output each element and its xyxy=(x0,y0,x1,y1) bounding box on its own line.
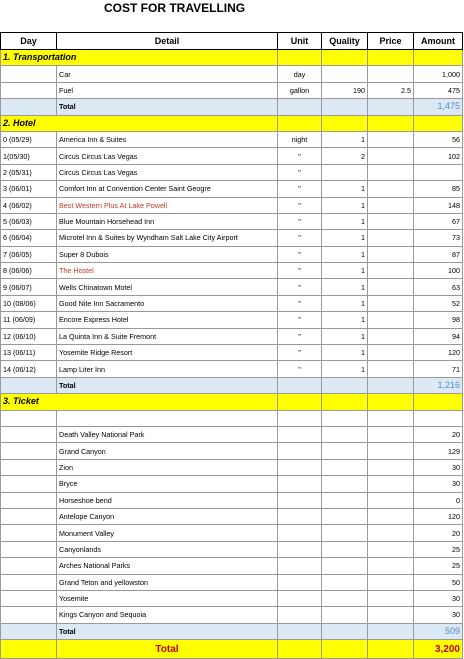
total-row-ticket xyxy=(1,623,463,639)
section-empty-cell[interactable] xyxy=(414,394,463,410)
title-bar xyxy=(0,0,464,20)
detail-cell[interactable]: Best Western Plus At Lake Powell xyxy=(57,197,278,213)
total-label[interactable]: Total xyxy=(57,623,278,639)
amount-cell[interactable]: 30 xyxy=(414,476,463,492)
unit-cell[interactable] xyxy=(278,590,322,606)
price-cell[interactable] xyxy=(368,607,414,623)
total-quality-cell[interactable] xyxy=(322,99,368,115)
day-cell[interactable]: 8 (06/06) xyxy=(1,263,57,279)
total-amount[interactable]: 1,475 xyxy=(414,99,463,115)
detail-cell[interactable]: America Inn & Suites xyxy=(57,131,278,147)
amount-cell[interactable] xyxy=(414,164,463,180)
detail-cell[interactable]: La Quinta Inn & Suite Fremont xyxy=(57,328,278,344)
detail-cell[interactable]: Good Nite Inn Sacramento xyxy=(57,295,278,311)
detail-cell[interactable]: Yosemite xyxy=(57,590,278,606)
amount-cell[interactable]: 63 xyxy=(414,279,463,295)
quality-cell[interactable]: 1 xyxy=(322,197,368,213)
amount-cell[interactable]: 94 xyxy=(414,328,463,344)
total-day-cell[interactable] xyxy=(1,99,57,115)
total-price-cell[interactable] xyxy=(368,99,414,115)
amount-cell[interactable]: 87 xyxy=(414,246,463,262)
table-row xyxy=(1,492,463,508)
grand-total-price-cell[interactable] xyxy=(368,640,414,659)
section-empty-cell[interactable] xyxy=(368,394,414,410)
amount-cell[interactable]: 50 xyxy=(414,574,463,590)
unit-cell[interactable]: " xyxy=(278,197,322,213)
section-label[interactable]: 3. Ticket xyxy=(1,394,278,410)
quality-cell[interactable]: 1 xyxy=(322,345,368,361)
amount-cell[interactable] xyxy=(414,410,463,426)
day-cell[interactable] xyxy=(1,459,57,475)
day-cell[interactable]: 12 (06/10) xyxy=(1,328,57,344)
table-row xyxy=(1,312,463,328)
day-cell[interactable]: 2 (05/31) xyxy=(1,164,57,180)
unit-cell[interactable] xyxy=(278,525,322,541)
quality-cell[interactable]: 1 xyxy=(322,279,368,295)
day-cell[interactable]: 5 (06/03) xyxy=(1,213,57,229)
day-cell[interactable] xyxy=(1,443,57,459)
price-cell[interactable] xyxy=(368,345,414,361)
table-row xyxy=(1,558,463,574)
table-row xyxy=(1,164,463,180)
table-row xyxy=(1,131,463,147)
grand-total-row xyxy=(1,640,463,659)
day-cell[interactable]: 3 (06/01) xyxy=(1,181,57,197)
day-cell[interactable]: 10 (08/06) xyxy=(1,295,57,311)
table-row xyxy=(1,328,463,344)
amount-cell[interactable]: 52 xyxy=(414,295,463,311)
unit-cell[interactable]: " xyxy=(278,328,322,344)
price-cell[interactable] xyxy=(368,525,414,541)
section-row-transportation xyxy=(1,50,463,66)
unit-cell[interactable]: " xyxy=(278,361,322,377)
quality-cell[interactable] xyxy=(322,590,368,606)
quality-cell[interactable] xyxy=(322,525,368,541)
section-row-ticket xyxy=(1,394,463,410)
amount-cell[interactable]: 20 xyxy=(414,426,463,442)
quality-cell[interactable]: 1 xyxy=(322,230,368,246)
day-cell[interactable] xyxy=(1,426,57,442)
day-cell[interactable] xyxy=(1,508,57,524)
detail-cell[interactable]: Bryce xyxy=(57,476,278,492)
section-empty-cell[interactable] xyxy=(368,115,414,131)
table-row xyxy=(1,426,463,442)
detail-cell[interactable]: The Hostel xyxy=(57,263,278,279)
quality-cell[interactable]: 2 xyxy=(322,148,368,164)
quality-cell[interactable]: 190 xyxy=(322,82,368,98)
day-cell[interactable]: 1(05/30) xyxy=(1,148,57,164)
total-quality-cell[interactable] xyxy=(322,623,368,639)
section-empty-cell[interactable] xyxy=(278,50,322,66)
table-row xyxy=(1,82,463,98)
amount-cell[interactable]: 20 xyxy=(414,525,463,541)
total-amount[interactable]: 509 xyxy=(414,623,463,639)
quality-cell[interactable] xyxy=(322,459,368,475)
price-cell[interactable] xyxy=(368,328,414,344)
quality-cell[interactable] xyxy=(322,410,368,426)
unit-cell[interactable]: " xyxy=(278,164,322,180)
day-cell[interactable]: 9 (06/07) xyxy=(1,279,57,295)
table-row xyxy=(1,197,463,213)
quality-cell[interactable]: 1 xyxy=(322,295,368,311)
unit-cell[interactable] xyxy=(278,558,322,574)
day-cell[interactable]: 14 (06/12) xyxy=(1,361,57,377)
price-cell[interactable] xyxy=(368,213,414,229)
unit-cell[interactable]: " xyxy=(278,345,322,361)
total-day-cell[interactable] xyxy=(1,377,57,393)
table-row xyxy=(1,459,463,475)
detail-cell[interactable]: Antelope Canyon xyxy=(57,508,278,524)
quality-cell[interactable] xyxy=(322,164,368,180)
section-empty-cell[interactable] xyxy=(414,115,463,131)
detail-cell[interactable]: Encore Express Hotel xyxy=(57,312,278,328)
quality-cell[interactable] xyxy=(322,426,368,442)
quality-cell[interactable]: 1 xyxy=(322,181,368,197)
detail-cell[interactable]: Grand Teton and yellowston xyxy=(57,574,278,590)
price-cell[interactable] xyxy=(368,459,414,475)
quality-cell[interactable] xyxy=(322,574,368,590)
section-empty-cell[interactable] xyxy=(278,115,322,131)
table-row xyxy=(1,590,463,606)
amount-cell[interactable]: 100 xyxy=(414,263,463,279)
quality-cell[interactable]: 1 xyxy=(322,328,368,344)
amount-cell[interactable]: 73 xyxy=(414,230,463,246)
amount-cell[interactable]: 148 xyxy=(414,197,463,213)
price-cell[interactable] xyxy=(368,295,414,311)
unit-cell[interactable]: " xyxy=(278,213,322,229)
price-cell[interactable] xyxy=(368,181,414,197)
unit-cell[interactable] xyxy=(278,476,322,492)
unit-cell[interactable]: day xyxy=(278,66,322,82)
price-cell[interactable] xyxy=(368,476,414,492)
detail-cell[interactable]: Kings Canyon and Sequoia xyxy=(57,607,278,623)
unit-cell[interactable]: " xyxy=(278,148,322,164)
price-cell[interactable] xyxy=(368,410,414,426)
table-row xyxy=(1,345,463,361)
header-amount[interactable]: Amount xyxy=(414,33,463,50)
price-cell[interactable] xyxy=(368,312,414,328)
section-label[interactable]: 1. Transportation xyxy=(1,50,278,66)
quality-cell[interactable] xyxy=(322,508,368,524)
total-quality-cell[interactable] xyxy=(322,377,368,393)
cost-table xyxy=(0,32,463,659)
detail-cell[interactable]: Monument Valley xyxy=(57,525,278,541)
day-cell[interactable]: 6 (06/04) xyxy=(1,230,57,246)
detail-cell[interactable]: Microtel Inn & Suites by Wyndham Salt Lake City Airport xyxy=(57,230,278,246)
total-row-transportation xyxy=(1,99,463,115)
total-amount[interactable]: 1,216 xyxy=(414,377,463,393)
price-cell[interactable] xyxy=(368,574,414,590)
unit-cell[interactable] xyxy=(278,574,322,590)
price-cell[interactable] xyxy=(368,148,414,164)
section-empty-cell[interactable] xyxy=(278,394,322,410)
header-quality[interactable]: Quality xyxy=(322,33,368,50)
table-row xyxy=(1,541,463,557)
total-price-cell[interactable] xyxy=(368,377,414,393)
unit-cell[interactable]: " xyxy=(278,312,322,328)
grand-total-day-cell[interactable] xyxy=(1,640,57,659)
price-cell[interactable] xyxy=(368,443,414,459)
quality-cell[interactable]: 1 xyxy=(322,263,368,279)
unit-cell[interactable]: " xyxy=(278,263,322,279)
quality-cell[interactable] xyxy=(322,558,368,574)
price-cell[interactable] xyxy=(368,66,414,82)
detail-cell[interactable]: Canyonlands xyxy=(57,541,278,557)
section-empty-cell[interactable] xyxy=(414,50,463,66)
section-empty-cell[interactable] xyxy=(322,50,368,66)
total-unit-cell[interactable] xyxy=(278,99,322,115)
amount-cell[interactable]: 98 xyxy=(414,312,463,328)
price-cell[interactable] xyxy=(368,279,414,295)
table-row xyxy=(1,361,463,377)
detail-cell[interactable]: Grand Canyon xyxy=(57,443,278,459)
table-row xyxy=(1,263,463,279)
table-row xyxy=(1,508,463,524)
total-row-hotel xyxy=(1,377,463,393)
section-empty-cell[interactable] xyxy=(322,115,368,131)
unit-cell[interactable]: night xyxy=(278,131,322,147)
amount-cell[interactable]: 85 xyxy=(414,181,463,197)
price-cell[interactable] xyxy=(368,590,414,606)
amount-cell[interactable]: 102 xyxy=(414,148,463,164)
price-cell[interactable] xyxy=(368,361,414,377)
amount-cell[interactable]: 0 xyxy=(414,492,463,508)
grand-total-amount[interactable]: 3,200 xyxy=(414,640,463,659)
price-cell[interactable] xyxy=(368,131,414,147)
detail-cell[interactable]: Super 8 Dubois xyxy=(57,246,278,262)
amount-cell[interactable]: 120 xyxy=(414,345,463,361)
detail-cell[interactable]: Death Valley National Park xyxy=(57,426,278,442)
day-cell[interactable] xyxy=(1,590,57,606)
price-cell[interactable] xyxy=(368,541,414,557)
table-row xyxy=(1,246,463,262)
detail-cell[interactable]: Comfort Inn at Convention Center Saint Geogre xyxy=(57,181,278,197)
day-cell[interactable] xyxy=(1,66,57,82)
detail-cell[interactable]: Lamp Liter Inn xyxy=(57,361,278,377)
section-empty-cell[interactable] xyxy=(368,50,414,66)
unit-cell[interactable] xyxy=(278,426,322,442)
detail-cell[interactable]: Yosemite Ridge Resort xyxy=(57,345,278,361)
table-row xyxy=(1,279,463,295)
price-cell[interactable]: 2.5 xyxy=(368,82,414,98)
table-row xyxy=(1,230,463,246)
table-row xyxy=(1,181,463,197)
grand-total-unit-cell[interactable] xyxy=(278,640,322,659)
unit-cell[interactable] xyxy=(278,508,322,524)
header-price[interactable]: Price xyxy=(368,33,414,50)
table-row xyxy=(1,574,463,590)
amount-cell[interactable]: 25 xyxy=(414,558,463,574)
amount-cell[interactable]: 56 xyxy=(414,131,463,147)
day-cell[interactable] xyxy=(1,476,57,492)
unit-cell[interactable] xyxy=(278,443,322,459)
price-cell[interactable] xyxy=(368,164,414,180)
day-cell[interactable] xyxy=(1,541,57,557)
header-day[interactable]: Day xyxy=(1,33,57,50)
amount-cell[interactable]: 1,000 xyxy=(414,66,463,82)
amount-cell[interactable]: 30 xyxy=(414,459,463,475)
unit-cell[interactable] xyxy=(278,492,322,508)
detail-cell[interactable]: Zion xyxy=(57,459,278,475)
table-row xyxy=(1,525,463,541)
section-row-hotel xyxy=(1,115,463,131)
total-label[interactable]: Total xyxy=(57,99,278,115)
sheet-title: COST FOR TRAVELLING xyxy=(104,1,246,15)
table-row xyxy=(1,607,463,623)
detail-cell[interactable] xyxy=(57,410,278,426)
detail-cell[interactable]: Blue Mountain Horsehead Inn xyxy=(57,213,278,229)
amount-cell[interactable]: 30 xyxy=(414,590,463,606)
quality-cell[interactable]: 1 xyxy=(322,131,368,147)
table-row xyxy=(1,295,463,311)
table-row xyxy=(1,148,463,164)
price-cell[interactable] xyxy=(368,263,414,279)
price-cell[interactable] xyxy=(368,426,414,442)
quality-cell[interactable]: 1 xyxy=(322,361,368,377)
unit-cell[interactable] xyxy=(278,410,322,426)
unit-cell[interactable]: " xyxy=(278,295,322,311)
table-row xyxy=(1,476,463,492)
day-cell[interactable]: 4 (06/02) xyxy=(1,197,57,213)
detail-cell[interactable]: Horseshoe bend xyxy=(57,492,278,508)
price-cell[interactable] xyxy=(368,197,414,213)
header-row xyxy=(1,33,463,50)
total-label[interactable]: Total xyxy=(57,377,278,393)
detail-cell[interactable]: Wells Chinatown Motel xyxy=(57,279,278,295)
detail-cell[interactable]: Circus Circus Las Vegas xyxy=(57,164,278,180)
table-row xyxy=(1,443,463,459)
header-detail[interactable]: Detail xyxy=(57,33,278,50)
amount-cell[interactable]: 67 xyxy=(414,213,463,229)
quality-cell[interactable] xyxy=(322,492,368,508)
unit-cell[interactable] xyxy=(278,607,322,623)
day-cell[interactable]: 7 (06/05) xyxy=(1,246,57,262)
day-cell[interactable]: 11 (06/09) xyxy=(1,312,57,328)
detail-cell[interactable]: Car xyxy=(57,66,278,82)
day-cell[interactable] xyxy=(1,492,57,508)
unit-cell[interactable]: " xyxy=(278,279,322,295)
quality-cell[interactable] xyxy=(322,607,368,623)
grand-total-label[interactable]: Total xyxy=(57,640,278,659)
quality-cell[interactable]: 1 xyxy=(322,246,368,262)
amount-cell[interactable]: 120 xyxy=(414,508,463,524)
section-empty-cell[interactable] xyxy=(322,394,368,410)
unit-cell[interactable] xyxy=(278,459,322,475)
quality-cell[interactable] xyxy=(322,541,368,557)
detail-cell[interactable]: Circus Circus Las Vegas xyxy=(57,148,278,164)
unit-cell[interactable] xyxy=(278,541,322,557)
day-cell[interactable] xyxy=(1,410,57,426)
table-row xyxy=(1,213,463,229)
price-cell[interactable] xyxy=(368,492,414,508)
unit-cell[interactable]: gallon xyxy=(278,82,322,98)
day-cell[interactable] xyxy=(1,525,57,541)
amount-cell[interactable]: 71 xyxy=(414,361,463,377)
price-cell[interactable] xyxy=(368,558,414,574)
quality-cell[interactable] xyxy=(322,66,368,82)
day-cell[interactable]: 0 (05/29) xyxy=(1,131,57,147)
unit-cell[interactable]: " xyxy=(278,230,322,246)
unit-cell[interactable]: " xyxy=(278,246,322,262)
quality-cell[interactable] xyxy=(322,443,368,459)
total-unit-cell[interactable] xyxy=(278,623,322,639)
grand-total-quality-cell[interactable] xyxy=(322,640,368,659)
table-row xyxy=(1,66,463,82)
amount-cell[interactable]: 129 xyxy=(414,443,463,459)
price-cell[interactable] xyxy=(368,230,414,246)
table-row xyxy=(1,410,463,426)
price-cell[interactable] xyxy=(368,246,414,262)
day-cell[interactable] xyxy=(1,574,57,590)
day-cell[interactable] xyxy=(1,607,57,623)
day-cell[interactable]: 13 (06/11) xyxy=(1,345,57,361)
amount-cell[interactable]: 25 xyxy=(414,541,463,557)
quality-cell[interactable] xyxy=(322,476,368,492)
amount-cell[interactable]: 30 xyxy=(414,607,463,623)
day-cell[interactable] xyxy=(1,558,57,574)
quality-cell[interactable]: 1 xyxy=(322,312,368,328)
day-cell[interactable] xyxy=(1,82,57,98)
amount-cell[interactable]: 475 xyxy=(414,82,463,98)
quality-cell[interactable]: 1 xyxy=(322,213,368,229)
total-unit-cell[interactable] xyxy=(278,377,322,393)
unit-cell[interactable]: " xyxy=(278,181,322,197)
header-unit[interactable]: Unit xyxy=(278,33,322,50)
price-cell[interactable] xyxy=(368,508,414,524)
total-price-cell[interactable] xyxy=(368,623,414,639)
detail-cell[interactable]: Arches National Parks xyxy=(57,558,278,574)
total-day-cell[interactable] xyxy=(1,623,57,639)
section-label[interactable]: 2. Hotel xyxy=(1,115,278,131)
detail-cell[interactable]: Fuel xyxy=(57,82,278,98)
